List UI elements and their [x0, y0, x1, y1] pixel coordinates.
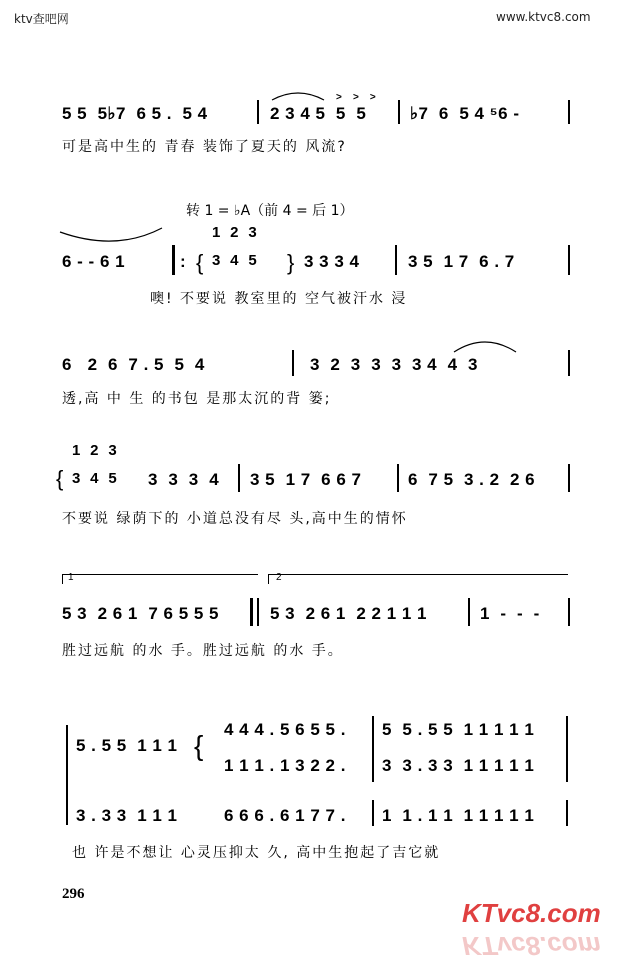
notation-line: 3 5 1 7 6 6 7 — [250, 470, 362, 489]
barline — [238, 464, 240, 492]
lyric-line: 噢! 不要说 教室里的 空气被汗水 浸 — [150, 291, 408, 307]
repeat-start — [172, 245, 175, 275]
barline — [568, 245, 570, 275]
notation-line: 1 1 . 1 1 1 1 1 1 1 — [382, 806, 535, 825]
notation-line: 3 5 1 7 6 . 7 — [408, 252, 515, 271]
system-start-line — [66, 725, 68, 825]
barline — [257, 100, 259, 124]
notation-line: 6 2 6 7 . 5 5 4 — [62, 355, 205, 374]
volta-number: 1 — [68, 572, 74, 583]
chord-stack: 1 2 3 3 4 5 — [212, 224, 258, 269]
repeat-dots: : — [180, 252, 187, 271]
repeat-end — [250, 598, 253, 626]
barline — [568, 598, 570, 626]
notation-line: 3 2 3 3 3 3 4 4 3 — [310, 355, 478, 374]
barline — [566, 716, 568, 782]
barline — [398, 100, 400, 124]
brace: } — [287, 250, 295, 275]
volta-bracket-2 — [268, 574, 568, 575]
key-change-label: 转 1 = ♭A（前 4 = 后 1） — [186, 203, 354, 219]
notation-line: 6 - - 6 1 — [62, 252, 126, 271]
lyric-line: 也 许是不想让 心灵压抑太 久, 高中生抱起了吉它就 — [72, 845, 441, 861]
watermark-reflection: KTvc8.com — [462, 931, 601, 961]
lyric-line: 可是高中生的 青春 装饰了夏天的 风流? — [62, 139, 347, 155]
notation-line: 1 1 1 . 1 3 2 2 . — [224, 756, 346, 775]
notation-line: 2 3 4 5 5 5 — [270, 104, 367, 123]
notation-line: 3 3 3 4 — [148, 470, 220, 489]
brace: { — [196, 250, 204, 275]
barline — [568, 350, 570, 376]
volta-bracket-1 — [62, 574, 258, 575]
notation-line: 3 . 3 3 1 1 1 — [76, 806, 178, 825]
barline — [372, 716, 374, 782]
notation-line: 1 - - - — [480, 604, 540, 623]
notation-line: 5 3 2 6 1 2 2 1 1 1 — [270, 604, 428, 623]
slur — [450, 334, 520, 354]
barline — [566, 800, 568, 826]
notation-line: 5 5 . 5 5 1 1 1 1 1 — [382, 720, 535, 739]
barline — [568, 464, 570, 492]
barline — [397, 464, 399, 492]
barline — [395, 245, 397, 275]
notation-line: 6 6 6 . 6 1 7 7 . — [224, 806, 346, 825]
lyric-line: 不要说 绿荫下的 小道总没有尽 头,高中生的情怀 — [62, 511, 408, 527]
lyric-line: 胜过远航 的水 手。胜过远航 的水 手。 — [62, 643, 344, 659]
site-url: www.ktvc8.com — [496, 10, 591, 24]
notation-line: 5 . 5 5 1 1 1 — [76, 736, 178, 755]
page-number: 296 — [62, 886, 85, 902]
accent-marks: > > > — [336, 92, 376, 103]
brace: { — [56, 466, 64, 491]
barline — [468, 598, 470, 626]
notation-line: 4 4 4 . 5 6 5 5 . — [224, 720, 346, 739]
barline — [372, 800, 374, 826]
site-logo-text: ktv查吧网 — [14, 12, 69, 26]
notation-line: 5 5 5♭7 6 5 . 5 4 — [62, 104, 208, 123]
watermark-logo: KTvc8.com — [462, 898, 601, 928]
slur — [268, 86, 328, 102]
notation-line: ♭7 6 5 4 ⁵6 - — [410, 104, 520, 123]
volta-number: 2 — [276, 572, 282, 583]
brace: { — [194, 730, 204, 761]
tie-curve — [56, 226, 166, 250]
barline — [292, 350, 294, 376]
lyric-line: 透,高 中 生 的书包 是那太沉的背 篓; — [62, 391, 332, 407]
notation-line: 3 3 3 4 — [304, 252, 360, 271]
notation-line: 5 3 2 6 1 7 6 5 5 5 — [62, 604, 220, 623]
notation-line: 6 7 5 3 . 2 2 6 — [408, 470, 536, 489]
notation-line: 3 3 . 3 3 1 1 1 1 1 — [382, 756, 535, 775]
chord-stack: 1 2 3 3 4 5 — [72, 442, 118, 487]
barline — [568, 100, 570, 124]
